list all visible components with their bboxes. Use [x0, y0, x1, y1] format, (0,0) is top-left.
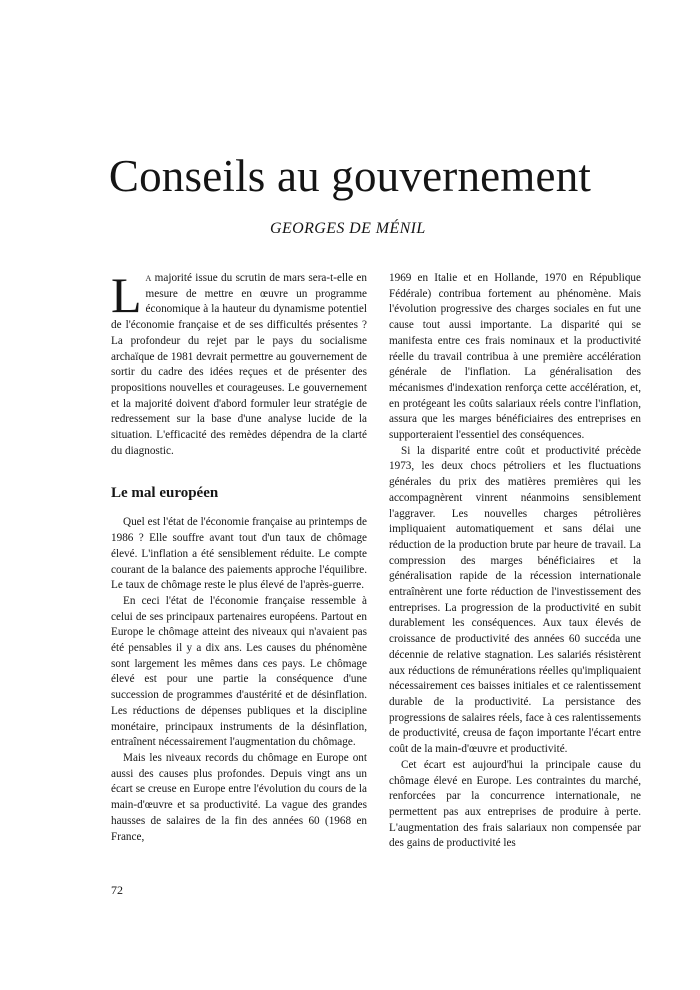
- left-column: [111, 267, 367, 845]
- drop-cap: L: [111, 267, 142, 323]
- body-paragraph: Cet écart est aujourd'hui la principale cause du chômage élevé en Europe. Les contraintes du marché, renforcées par la concurrence internationale, ne permettent pas aux entreprises de produire à perte. L'augmentation des frais salariaux non compensée par des gains de productivité les: [389, 758, 641, 850]
- intro-text: majorité issue du scrutin de mars sera-t-elle en mesure de mettre en œuvre un programme économique à la hauteur du dynamisme potentiel de l'économie française et de ses difficultés présentes ? La profondeur du rejet par le pays du socialisme archaïque de 1981 devrait permettre au gouvernement de sortir du cadre des idées reçues et de présenter des propositions nouvelles et courageuses. Le gouvernement et la majorité doivent d'abord formuler leur stratégie de redressement sur la base d'une analyse lucide de la situation. L'efficacité des remèdes dépendra de la clarté du diagnostic.: [111, 272, 367, 457]
- body-paragraph: 1969 en Italie et en Hollande, 1970 en République Fédérale) contribua fortement au phénomène. Mais l'évolution progressive des charges sociales en fut une cause tout aussi importante. La disparité qui se manifesta entre ces frais nominaux et la productivité réelle du travail contribua à une première accélération générale de l'inflation. La généralisation des mécanismes d'indexation renforça cette accélération, et, en protégeant les coûts salariaux réels contre l'inflation, assura que les marges bénéficiaires des entreprises en supporteraient l'essentiel des conséquences.: [389, 272, 641, 442]
- intro-paragraph: [111, 267, 367, 459]
- body-paragraph: Mais les niveaux records du chômage en Europe ont aussi des causes plus profondes. Depuis vingt ans un écart se creuse en Europe entre l'évolution du cours de la main-d'œuvre et sa productivité. La vague des grandes hausses de salaires de la fin des années 60 (1968 en France,: [111, 751, 367, 843]
- article-title: Conseils au gouvernement: [108, 151, 592, 201]
- section-heading: Le mal européen: [111, 485, 219, 502]
- page-number: 72: [111, 883, 123, 897]
- body-paragraph: Si la disparité entre coût et productivité précède 1973, les deux chocs pétroliers et les fluctuations générales du prix des matières premières qui les accompagnèrent vinrent néanmoins sensiblement l'aggraver. Les nouvelles charges pétrolières impliquaient automatiquement et sans délai une réduction de la production brute par heure de travail. La compression des marges bénéficiaires et la généralisation rapide de la récession internationale entraînèrent une forte réduction de l'investissement des entreprises. La progression de la productivité en subit durablement les conséquences. Aux taux élevés de croissance de productivité des années 60 succéda une décennie de relative stagnation. Les salariés résistèrent aux réductions de rémunérations réelles qu'impliquaient nécessairement ces baisses initiales et ce ralentissement durable de la productivité. La persistance des progressions de salaires réels, face à ces ralentissements de productivité, creusa de façon importante l'écart entre coût de la main-d'œuvre et productivité.: [389, 444, 641, 756]
- body-paragraph: Quel est l'état de l'économie française au printemps de 1986 ? Elle souffre avant tout d'un taux de chômage élevé. L'inflation a été sensiblement réduite. Le compte courant de la balance des paiements approche l'équilibre. Le taux de chômage reste le plus élevé de l'après-guerre.: [111, 516, 367, 592]
- right-column: [389, 271, 641, 852]
- article-author: GEORGES DE MÉNIL: [270, 220, 426, 237]
- intro-smallcaps: a: [145, 272, 152, 284]
- body-paragraph: En ceci l'état de l'économie française ressemble à celui de ses principaux partenaires européens. Partout en Europe le chômage atteint des niveaux qui n'avaient pas été pensables il y a dix ans. Les causes du phénomène sont largement les mêmes dans ces pays. Le chômage élevé est pour une partie la conséquence d'une succession de programmes d'austérité et de désinflation. Les réductions de dépenses publiques et la discipline monétaire, principaux instruments de la désinflation, entraînent nécessairement l'augmentation du chômage.: [111, 594, 367, 749]
